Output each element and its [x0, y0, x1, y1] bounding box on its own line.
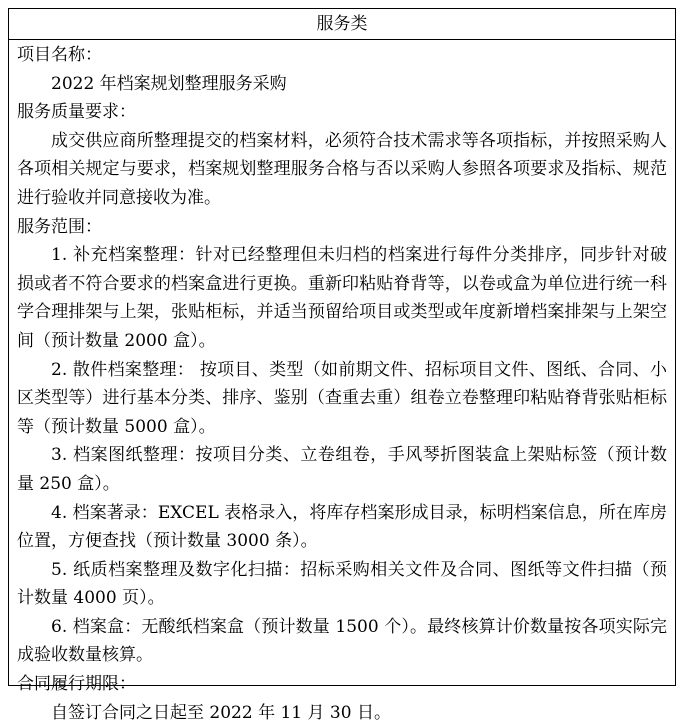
table-header: 服务类 — [9, 9, 675, 40]
contract-term-label: 合同履行期限： — [17, 674, 136, 695]
scope-item-4: 4. 档案著录：EXCEL 表格录入，将库存档案形成目录，标明档案信息，所在库房位置，方便查找（预计数量 3000 条）。 — [17, 502, 667, 552]
quality-requirements-label: 服务质量要求： — [17, 102, 136, 123]
scope-item-3: 3. 档案图纸整理：按项目分类、立卷组卷，手风琴折图装盒上架贴标签（预计数量 250 盒）。 — [17, 445, 667, 494]
scope-item-5: 5. 纸质档案整理及数字化扫描：招标采购相关文件及合同、图纸等文件扫描（预计数量 4000 页）。 — [17, 559, 667, 609]
project-name-label: 项目名称： — [17, 45, 102, 65]
table-body — [9, 40, 675, 727]
service-table — [8, 8, 676, 723]
scope-item-2: 2. 散件档案整理： 按项目、类型（如前期文件、招标项目文件、图纸、合同、小区类型等）进行基本分类、排序、鉴别（查重去重）组卷立卷整理印粘贴脊背张贴柜标等（预计数量 5000 盒）。 — [17, 359, 667, 437]
project-name-value: 2022 年档案规划整理服务采购 — [51, 73, 287, 94]
scope-item-1: 1. 补充档案整理：针对已经整理但未归档的档案进行每件分类排序，同步针对破损或者不符合要求的档案盒进行更换。重新印粘贴脊背等，以卷或盒为单位进行统一科学合理排架与上架，张贴柜标，并适当预留给项目或类型或年度新增档案排架与上架空间（预计数量 2000 盒）。 — [17, 245, 667, 351]
scope-item-6: 6. 档案盒：无酸纸档案盒（预计数量 1500 个）。最终核算计价数量按各项实际完成验收数量核算。 — [17, 616, 667, 666]
contract-term-value: 自签订合同之日起至 2022 年 11 月 30 日。 — [51, 702, 391, 723]
quality-requirements-text: 成交供应商所整理提交的档案材料，必须符合技术需求等各项指标，并按照采购人各项相关规定与要求，档案规划整理服务合格与否以采购人参照各项要求及指标、规范进行验收并同意接收为准。 — [17, 130, 667, 208]
service-scope-label: 服务范围： — [17, 216, 102, 237]
